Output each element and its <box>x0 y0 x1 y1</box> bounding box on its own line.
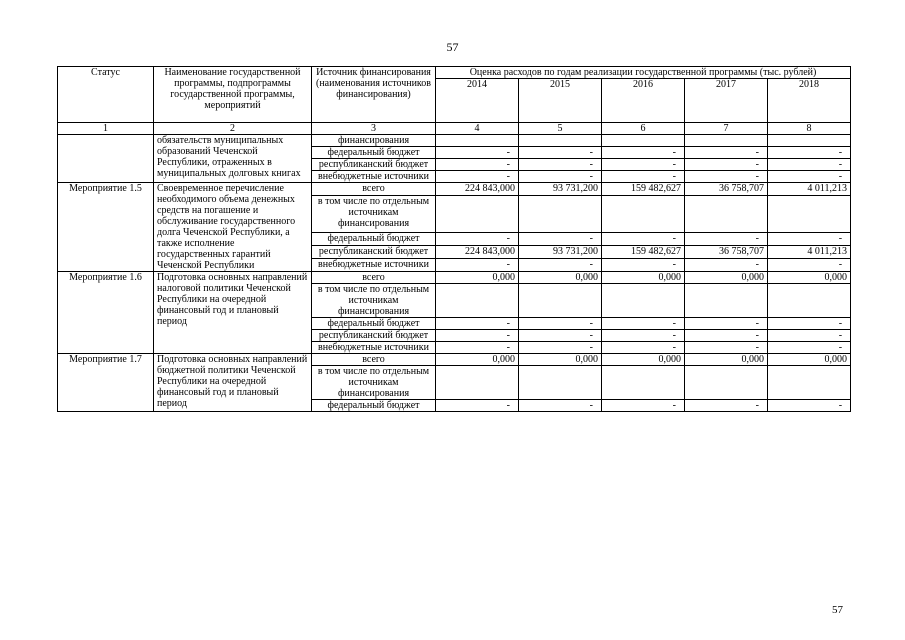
value-cell: - <box>685 232 768 245</box>
value-cell <box>519 135 602 147</box>
table-row <box>58 272 851 284</box>
value-cell: 36 758,707 <box>685 245 768 258</box>
value-cell <box>768 366 851 400</box>
header-status: Статус <box>58 67 154 123</box>
value-cell: - <box>436 342 519 354</box>
value-cell: 0,000 <box>602 354 685 366</box>
funding-source: всего <box>312 272 436 284</box>
value-cell: - <box>519 400 602 412</box>
value-cell: - <box>519 330 602 342</box>
value-cell <box>519 366 602 400</box>
page-number-top: 57 <box>446 40 459 54</box>
value-cell: 0,000 <box>436 272 519 284</box>
header-year: 2014 <box>436 79 519 123</box>
value-cell: - <box>685 171 768 183</box>
value-cell: - <box>768 330 851 342</box>
funding-source: федеральный бюджет <box>312 400 436 412</box>
value-cell: 0,000 <box>768 272 851 284</box>
funding-source: всего <box>312 354 436 366</box>
funding-source: внебюджетные источники <box>312 258 436 271</box>
value-cell <box>602 196 685 233</box>
value-cell: - <box>768 159 851 171</box>
value-cell <box>768 196 851 233</box>
value-cell: - <box>436 159 519 171</box>
budget-table <box>57 66 851 412</box>
value-cell <box>685 196 768 233</box>
funding-source: федеральный бюджет <box>312 232 436 245</box>
value-cell: - <box>685 342 768 354</box>
value-cell <box>602 135 685 147</box>
value-cell: - <box>602 258 685 271</box>
value-cell: - <box>685 258 768 271</box>
value-cell: - <box>602 159 685 171</box>
value-cell: - <box>519 258 602 271</box>
funding-source: финансирования <box>312 135 436 147</box>
col-number: 5 <box>519 123 602 135</box>
value-cell: - <box>436 147 519 159</box>
value-cell: - <box>436 330 519 342</box>
value-cell <box>768 135 851 147</box>
measure-status: Мероприятие 1.6 <box>58 272 154 354</box>
table-row <box>58 183 851 196</box>
header-estimate: Оценка расходов по годам реализации государственной программы (тыс. рублей) <box>436 67 851 79</box>
measure-status: Мероприятие 1.7 <box>58 354 154 412</box>
funding-source: внебюджетные источники <box>312 171 436 183</box>
value-cell: - <box>768 171 851 183</box>
col-number: 4 <box>436 123 519 135</box>
value-cell: 0,000 <box>685 354 768 366</box>
funding-source: в том числе по отдельным источникам финансирования <box>312 366 436 400</box>
funding-source: в том числе по отдельным источникам финансирования <box>312 284 436 318</box>
col-number: 7 <box>685 123 768 135</box>
value-cell <box>436 135 519 147</box>
funding-source: федеральный бюджет <box>312 318 436 330</box>
header-year: 2016 <box>602 79 685 123</box>
value-cell: - <box>685 330 768 342</box>
value-cell: - <box>436 258 519 271</box>
header-name: Наименование государственной программы, подпрограммы государственной программы, мероприятий <box>154 67 312 123</box>
col-number: 2 <box>154 123 312 135</box>
funding-source: внебюджетные источники <box>312 342 436 354</box>
measure-name: Своевременное перечисление необходимого объема денежных средств на погашение и обслуживание государственного долга Чеченской Республики, а также исполнение государственных гарантий Чеченской Республики <box>154 183 312 272</box>
value-cell: 93 731,200 <box>519 183 602 196</box>
value-cell <box>602 366 685 400</box>
measure-name: Подготовка основных направлений бюджетной политики Чеченской Республики на очередной финансовый год и плановый период <box>154 354 312 412</box>
value-cell: - <box>519 318 602 330</box>
value-cell: 159 482,627 <box>602 183 685 196</box>
value-cell <box>685 284 768 318</box>
value-cell: - <box>519 147 602 159</box>
funding-source: в том числе по отдельным источникам финансирования <box>312 196 436 233</box>
table-row <box>58 354 851 366</box>
value-cell: - <box>602 400 685 412</box>
value-cell: - <box>602 232 685 245</box>
value-cell: - <box>768 258 851 271</box>
funding-source: республиканский бюджет <box>312 245 436 258</box>
col-number: 8 <box>768 123 851 135</box>
funding-source: всего <box>312 183 436 196</box>
value-cell <box>768 284 851 318</box>
value-cell: - <box>436 171 519 183</box>
value-cell: - <box>519 232 602 245</box>
value-cell <box>436 284 519 318</box>
value-cell: - <box>602 171 685 183</box>
header-row <box>58 67 851 79</box>
value-cell: 0,000 <box>436 354 519 366</box>
value-cell: - <box>768 147 851 159</box>
value-cell <box>519 284 602 318</box>
value-cell <box>602 284 685 318</box>
value-cell: 93 731,200 <box>519 245 602 258</box>
header-year: 2015 <box>519 79 602 123</box>
value-cell: - <box>602 318 685 330</box>
value-cell: - <box>436 318 519 330</box>
value-cell: - <box>685 400 768 412</box>
measure-name: Подготовка основных направлений налоговой политики Чеченской Республики на очередной финансовый год и плановый период <box>154 272 312 354</box>
value-cell: - <box>685 147 768 159</box>
header-year: 2018 <box>768 79 851 123</box>
value-cell: - <box>436 232 519 245</box>
value-cell: 0,000 <box>519 354 602 366</box>
col-number: 3 <box>312 123 436 135</box>
value-cell: - <box>602 147 685 159</box>
value-cell: - <box>685 159 768 171</box>
value-cell: - <box>519 171 602 183</box>
value-cell: - <box>768 318 851 330</box>
value-cell <box>436 366 519 400</box>
value-cell: - <box>602 330 685 342</box>
measure-name: обязательств муниципальных образований Чеченской Республики, отраженных в муниципальных долговых книгах <box>154 135 312 183</box>
value-cell: 0,000 <box>768 354 851 366</box>
value-cell <box>685 366 768 400</box>
funding-source: республиканский бюджет <box>312 159 436 171</box>
value-cell <box>436 196 519 233</box>
value-cell: - <box>602 342 685 354</box>
value-cell <box>519 196 602 233</box>
value-cell: 0,000 <box>519 272 602 284</box>
value-cell: - <box>768 400 851 412</box>
header-source: Источник финансирования (наименования источников финансирования) <box>312 67 436 123</box>
measure-status: Мероприятие 1.5 <box>58 183 154 272</box>
measure-status <box>58 135 154 183</box>
value-cell: 4 011,213 <box>768 183 851 196</box>
value-cell: 0,000 <box>602 272 685 284</box>
value-cell: - <box>519 159 602 171</box>
column-numbers-row <box>58 123 851 135</box>
value-cell: - <box>685 318 768 330</box>
col-number: 6 <box>602 123 685 135</box>
value-cell: - <box>519 342 602 354</box>
value-cell: - <box>436 400 519 412</box>
value-cell: 224 843,000 <box>436 245 519 258</box>
value-cell: 0,000 <box>685 272 768 284</box>
value-cell: 159 482,627 <box>602 245 685 258</box>
col-number: 1 <box>58 123 154 135</box>
value-cell: 224 843,000 <box>436 183 519 196</box>
header-year: 2017 <box>685 79 768 123</box>
value-cell: 36 758,707 <box>685 183 768 196</box>
value-cell: 4 011,213 <box>768 245 851 258</box>
value-cell <box>685 135 768 147</box>
page-number-bottom: 57 <box>832 604 843 616</box>
funding-source: республиканский бюджет <box>312 330 436 342</box>
value-cell: - <box>768 342 851 354</box>
funding-source: федеральный бюджет <box>312 147 436 159</box>
table-row <box>58 135 851 147</box>
value-cell: - <box>768 232 851 245</box>
